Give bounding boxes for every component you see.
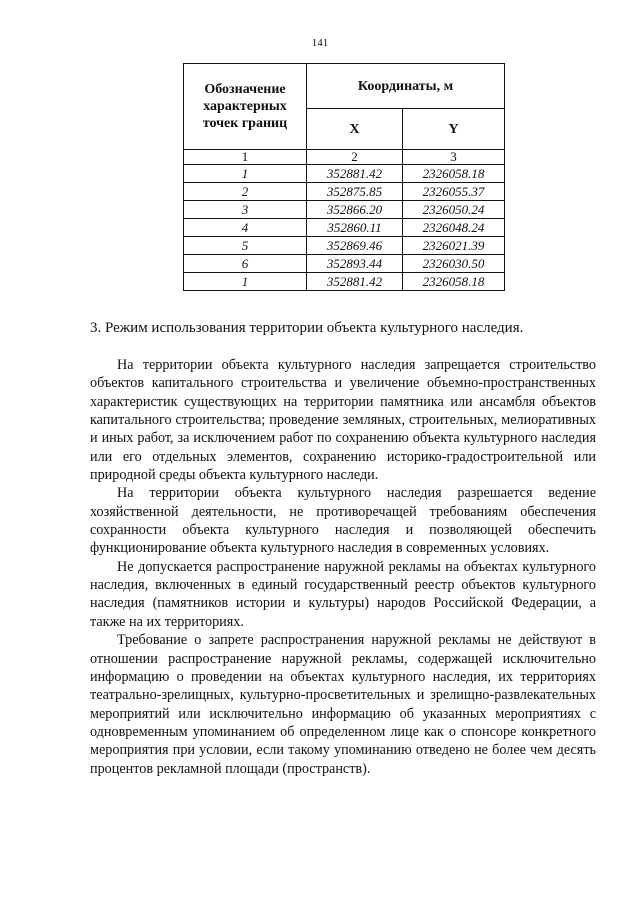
y-cell: 2326050.24 xyxy=(403,201,505,219)
table-row xyxy=(184,165,505,183)
y-cell: 2326030.50 xyxy=(403,255,505,273)
x-cell: 352860.11 xyxy=(307,219,403,237)
x-cell: 352881.42 xyxy=(307,273,403,291)
table-row xyxy=(184,219,505,237)
y-cell: 2326055.37 xyxy=(403,183,505,201)
y-cell: 2326058.18 xyxy=(403,273,505,291)
x-cell: 352893.44 xyxy=(307,255,403,273)
header-x: X xyxy=(307,109,403,150)
coordinates-table xyxy=(183,63,505,291)
point-cell: 4 xyxy=(184,219,307,237)
table-row xyxy=(184,273,505,291)
x-cell: 352866.20 xyxy=(307,201,403,219)
col-number: 3 xyxy=(403,150,505,165)
header-coordinates: Координаты, м xyxy=(307,64,505,109)
column-number-row xyxy=(184,150,505,165)
point-cell: 1 xyxy=(184,165,307,183)
table-row xyxy=(184,183,505,201)
point-cell: 5 xyxy=(184,237,307,255)
point-cell: 6 xyxy=(184,255,307,273)
y-cell: 2326021.39 xyxy=(403,237,505,255)
paragraph: На территории объекта культурного наследия запрещается строительство объектов капитального строительства и увеличение объемно-пространственных характеристик существующих на территории памятника или ансамбля объектов капитального строительства; проведение земляных, строительных, мелиоративных и иных работ, за исключением работ по сохранению объекта культурного наследия или его отдельных элементов, сохранению историко-градостроительной или природной среды объекта культурного наследи. xyxy=(90,357,596,484)
y-cell: 2326058.18 xyxy=(403,165,505,183)
point-cell: 2 xyxy=(184,183,307,201)
section-heading: 3. Режим использования территории объекта культурного наследия. xyxy=(90,320,524,336)
col-number: 1 xyxy=(184,150,307,165)
paragraph: Не допускается распространение наружной рекламы на объектах культурного наследия, включенных в единый государственный реестр объектов культурного наследия (памятников истории и культуры) народов Российской Федерации, а также на их территориях. xyxy=(90,558,596,630)
table-row xyxy=(184,237,505,255)
paragraph: На территории объекта культурного наследия разрешается ведение хозяйственной деятельности, не противоречащей требованиям обеспечения сохранности объекта культурного наследия и позволяющей обеспечить функционирование объекта культурного наследия в современных условиях. xyxy=(90,485,596,557)
table-row xyxy=(184,201,505,219)
x-cell: 352875.85 xyxy=(307,183,403,201)
y-cell: 2326048.24 xyxy=(403,219,505,237)
table-row xyxy=(184,255,505,273)
page-number: 141 xyxy=(311,37,329,49)
point-cell: 1 xyxy=(184,273,307,291)
paragraph: Требование о запрете распространения наружной рекламы не действуют в отношении распространение наружной рекламы, содержащей исключительно информацию о проведении на объектах культурного наследия, их территориях театрально-зрелищных, культурно-просветительных и зрелищно-развлекательных мероприятий или исключительно информацию об указанных мероприятиях с одновременным упоминанием об определенном лице как о спонсоре конкретного мероприятия при условии, если такому упоминанию отведено не более чем десять процентов рекламной площади (пространств). xyxy=(90,632,596,777)
x-cell: 352881.42 xyxy=(307,165,403,183)
body-text xyxy=(90,356,596,778)
point-cell: 3 xyxy=(184,201,307,219)
header-points: Обозначение характерных точек границ xyxy=(184,64,307,150)
x-cell: 352869.46 xyxy=(307,237,403,255)
col-number: 2 xyxy=(307,150,403,165)
header-y: Y xyxy=(403,109,505,150)
